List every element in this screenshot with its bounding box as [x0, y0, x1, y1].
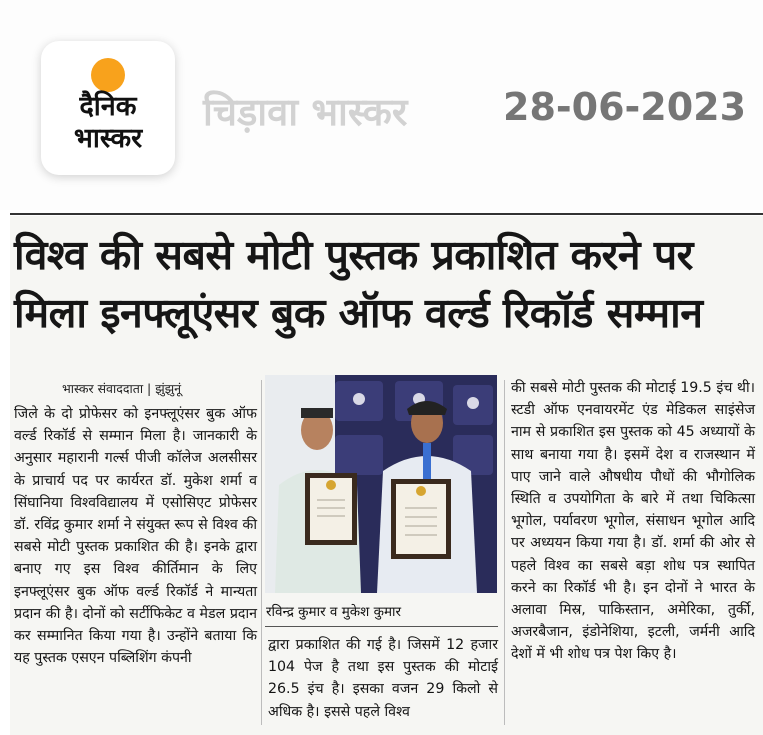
headline-line-2: मिला इनफ्लूएंसर बुक ऑफ वर्ल्ड रिकॉर्ड सम्मान — [14, 289, 703, 337]
logo-line-1: दैनिक — [79, 91, 137, 122]
award-photo-illustration — [265, 375, 497, 593]
edition-date: 28-06-2023 — [503, 85, 747, 129]
masthead-band — [0, 0, 763, 210]
column-divider — [261, 380, 262, 725]
byline: भास्कर संवाददाता | झुंझुनूं — [62, 381, 182, 396]
edition-name: चिड़ावा भास्कर — [203, 90, 408, 134]
article-column-3: की सबसे मोटी पुस्तक की मोटाई 19.5 इंच थी। स्टडी ऑफ एनवायरमेंट एंड मेडिकल साइंसेज नाम से प्रकाशित इस पुस्तक को 45 अध्यायों के साथ बनाया गया है। इसमें देश व राजस्थान में पाए जाने वाले औषधीय पौधों की भौगोलिक स्थिति व उपयोगिता के बारे में तथा चिकित्सा भूगोल, पर्यावरण भूगोल, संसाधन भूगोल आदि पर अध्ययन किया गया है। डॉ. शर्मा की ओर से पहले विश्व का सबसे बड़ा शोध पत्र स्थापित करने का रिकॉर्ड भी है। इन दोनों ने भारत के अलावा मिस्र, पाकिस्तान, अमेरिका, तुर्की, अजरबैजान, इंडोनेशिया, इटली, जर्मनी आदि देशों में भी शोध पत्र पेश किए है। — [511, 380, 755, 663]
column-divider — [504, 380, 505, 725]
masthead-divider — [10, 213, 763, 215]
logo-sun-icon — [91, 58, 125, 92]
photo-caption: रविन्द्र कुमार व मुकेश कुमार — [266, 604, 402, 620]
article-column-1: जिले के दो प्रोफेसर को इनफ्लूएंसर बुक ऑफ वर्ल्ड रिकॉर्ड से सम्मान मिला है। जानकारी के अनुसार महारानी गर्ल्स पीजी कॉलेज अलसीसर के प्राचार्य पद पर कार्यरत डॉ. मुकेश शर्मा व सिंघानिया विश्वविद्यालय में एसोसिएट प्रोफेसर डॉ. रविंद्र कुमार शर्मा ने संयुक्त रूप से विश्व की सबसे मोटी पुस्तक प्रकाशित की है। इनके द्वारा बनाए गए इस विश्व कीर्तिमान के लिए इनफ्लूएंसर बुक ऑफ वर्ल्ड रिकॉर्ड ने मान्यता प्रदान की है। दोनों को सर्टीफिकेट व मेडल प्रदान कर सम्मानित किया गया है। उन्होंने बताया कि यह पुस्तक एसएन पब्लिशिंग कंपनी — [14, 406, 257, 667]
article-headline — [14, 226, 749, 342]
award-photo — [265, 375, 497, 593]
logo-line-2: भास्कर — [73, 123, 143, 154]
headline-line-1: विश्व की सबसे मोटी पुस्तक प्रकाशित करने पर — [14, 231, 693, 279]
dainik-bhaskar-logo — [41, 41, 175, 175]
caption-rule — [265, 626, 498, 627]
article-column-2: द्वारा प्रकाशित की गई है। जिसमें 12 हजार 104 पेज है तथा इस पुस्तक की मोटाई 26.5 इंच है। इसका वजन 29 किलो से अधिक है। इससे पहले विश्व — [268, 637, 498, 720]
